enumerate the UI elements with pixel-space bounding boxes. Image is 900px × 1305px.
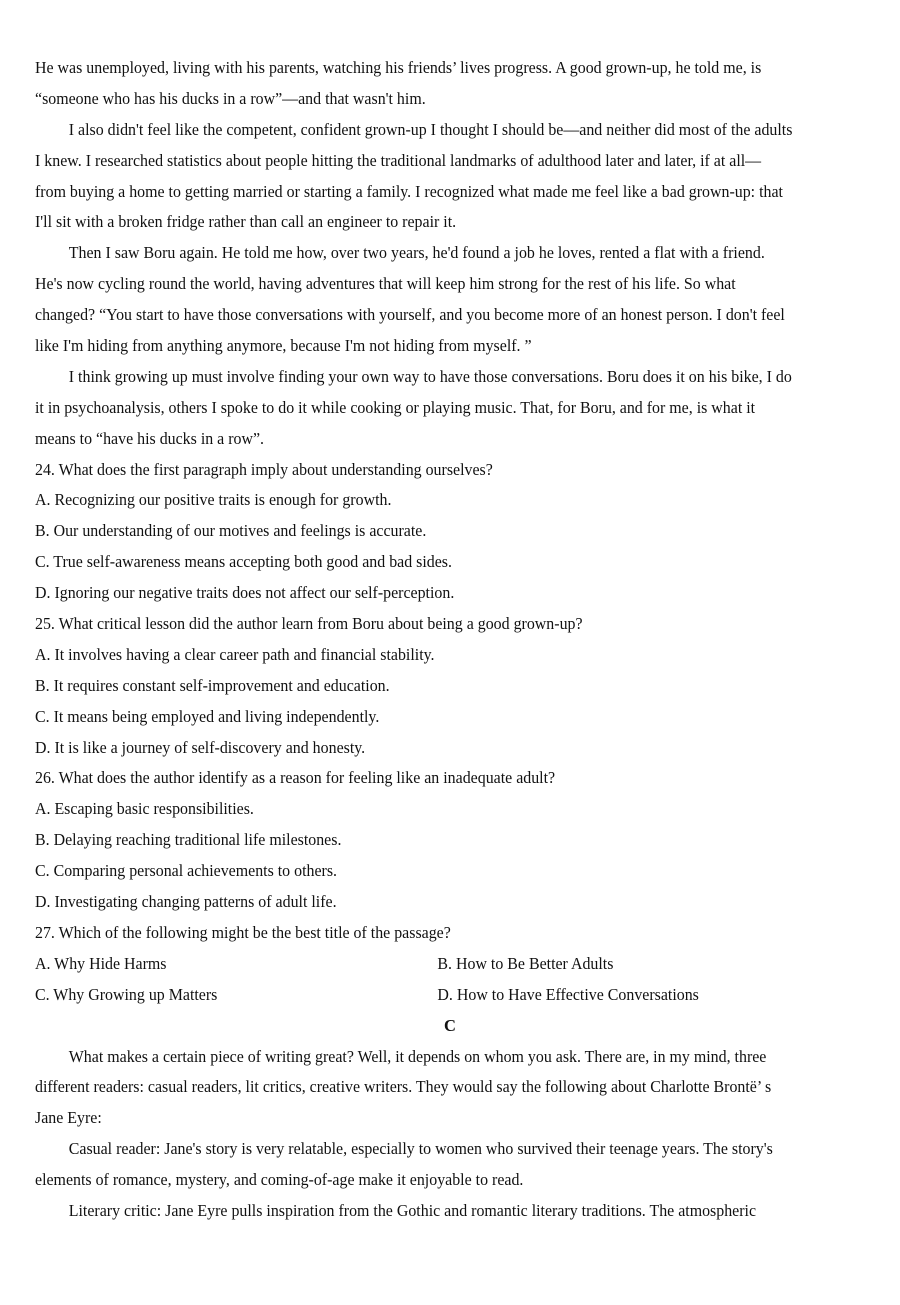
option-b: B. How to Be Better Adults bbox=[437, 953, 614, 973]
text-line: elements of romance, mystery, and coming-of-age make it enjoyable to read. bbox=[35, 1170, 524, 1190]
text-line: changed? “You start to have those conversations with yourself, and you become more of an honest person. I don't feel bbox=[35, 305, 785, 325]
text-line: Literary critic: Jane Eyre pulls inspiration from the Gothic and romantic literary traditions. The atmospheric bbox=[68, 1200, 757, 1220]
option-c: C. True self-awareness means accepting both good and bad sides. bbox=[35, 552, 453, 572]
option-b: B. Delaying reaching traditional life milestones. bbox=[35, 830, 342, 850]
option-c: C. Why Growing up Matters bbox=[35, 984, 218, 1004]
question-26 bbox=[35, 763, 865, 917]
text-line: Then I saw Boru again. He told me how, over two years, he'd found a job he loves, rented a flat with a friend. bbox=[68, 243, 765, 263]
option-b: B. Our understanding of our motives and feelings is accurate. bbox=[35, 521, 427, 541]
text-line: He's now cycling round the world, having adventures that will keep him strong for the rest of his life. So what bbox=[35, 274, 736, 294]
option-a: A. Escaping basic responsibilities. bbox=[35, 799, 254, 819]
paragraph bbox=[35, 53, 865, 115]
option-a: A. Why Hide Harms bbox=[35, 953, 167, 973]
question-stem: 24. What does the first paragraph imply about understanding ourselves? bbox=[35, 459, 493, 479]
text-line: Casual reader: Jane's story is very relatable, especially to women who survived their teenage years. The story's bbox=[68, 1139, 773, 1159]
text-line: from buying a home to getting married or starting a family. I recognized what made me feel like a bad grown-up: that bbox=[35, 181, 783, 201]
paragraph bbox=[35, 1042, 865, 1135]
question-stem: 26. What does the author identify as a reason for feeling like an inadequate adult? bbox=[35, 768, 556, 788]
text-line: “someone who has his ducks in a row”—and that wasn't him. bbox=[35, 88, 426, 108]
text-line: means to “have his ducks in a row”. bbox=[35, 428, 265, 448]
text-line: like I'm hiding from anything anymore, because I'm not hiding from myself. ” bbox=[35, 336, 532, 356]
text-line: it in psychoanalysis, others I spoke to do it while cooking or playing music. That, for Boru, and for me, is what it bbox=[35, 397, 756, 417]
option-d: D. Ignoring our negative traits does not affect our self-perception. bbox=[35, 583, 455, 603]
text-line: I'll sit with a broken fridge rather than call an engineer to repair it. bbox=[35, 212, 457, 232]
paragraph bbox=[35, 362, 865, 455]
question-24 bbox=[35, 455, 865, 609]
paragraph bbox=[35, 238, 865, 362]
paragraph bbox=[35, 1134, 865, 1196]
text-line: different readers: casual readers, lit critics, creative writers. They would say the following about Charlotte Brontë’ s bbox=[35, 1077, 772, 1097]
option-a: A. It involves having a clear career path and financial stability. bbox=[35, 644, 435, 664]
question-stem: 27. Which of the following might be the best title of the passage? bbox=[35, 922, 451, 942]
question-25 bbox=[35, 609, 865, 763]
option-d: D. Investigating changing patterns of adult life. bbox=[35, 892, 337, 912]
paragraph bbox=[35, 1196, 865, 1227]
option-a: A. Recognizing our positive traits is enough for growth. bbox=[35, 490, 392, 510]
option-c: C. It means being employed and living independently. bbox=[35, 706, 380, 726]
question-27 bbox=[35, 918, 865, 1011]
options-row bbox=[35, 949, 836, 980]
text-line: What makes a certain piece of writing great? Well, it depends on whom you ask. There are, in my mind, three bbox=[68, 1046, 767, 1066]
options-row bbox=[35, 980, 836, 1011]
paragraph bbox=[35, 115, 865, 239]
document-page bbox=[35, 53, 865, 1227]
text-line: I knew. I researched statistics about people hitting the traditional landmarks of adulthood later and later, if at all— bbox=[35, 150, 762, 170]
text-line: I also didn't feel like the competent, confident grown-up I thought I should be—and neither did most of the adults bbox=[68, 119, 793, 139]
section-heading: C bbox=[444, 1015, 456, 1035]
text-line: I think growing up must involve finding your own way to have those conversations. Boru does it on his bike, I do bbox=[68, 366, 792, 386]
option-b: B. It requires constant self-improvement and education. bbox=[35, 675, 390, 695]
option-d: D. It is like a journey of self-discovery and honesty. bbox=[35, 737, 366, 757]
text-line: Jane Eyre: bbox=[35, 1108, 102, 1128]
option-d: D. How to Have Effective Conversations bbox=[437, 984, 699, 1004]
question-stem: 25. What critical lesson did the author learn from Boru about being a good grown-up? bbox=[35, 614, 583, 634]
text-line: He was unemployed, living with his parents, watching his friends’ lives progress. A good grown-up, he told me, is bbox=[35, 58, 762, 77]
option-c: C. Comparing personal achievements to others. bbox=[35, 861, 338, 881]
